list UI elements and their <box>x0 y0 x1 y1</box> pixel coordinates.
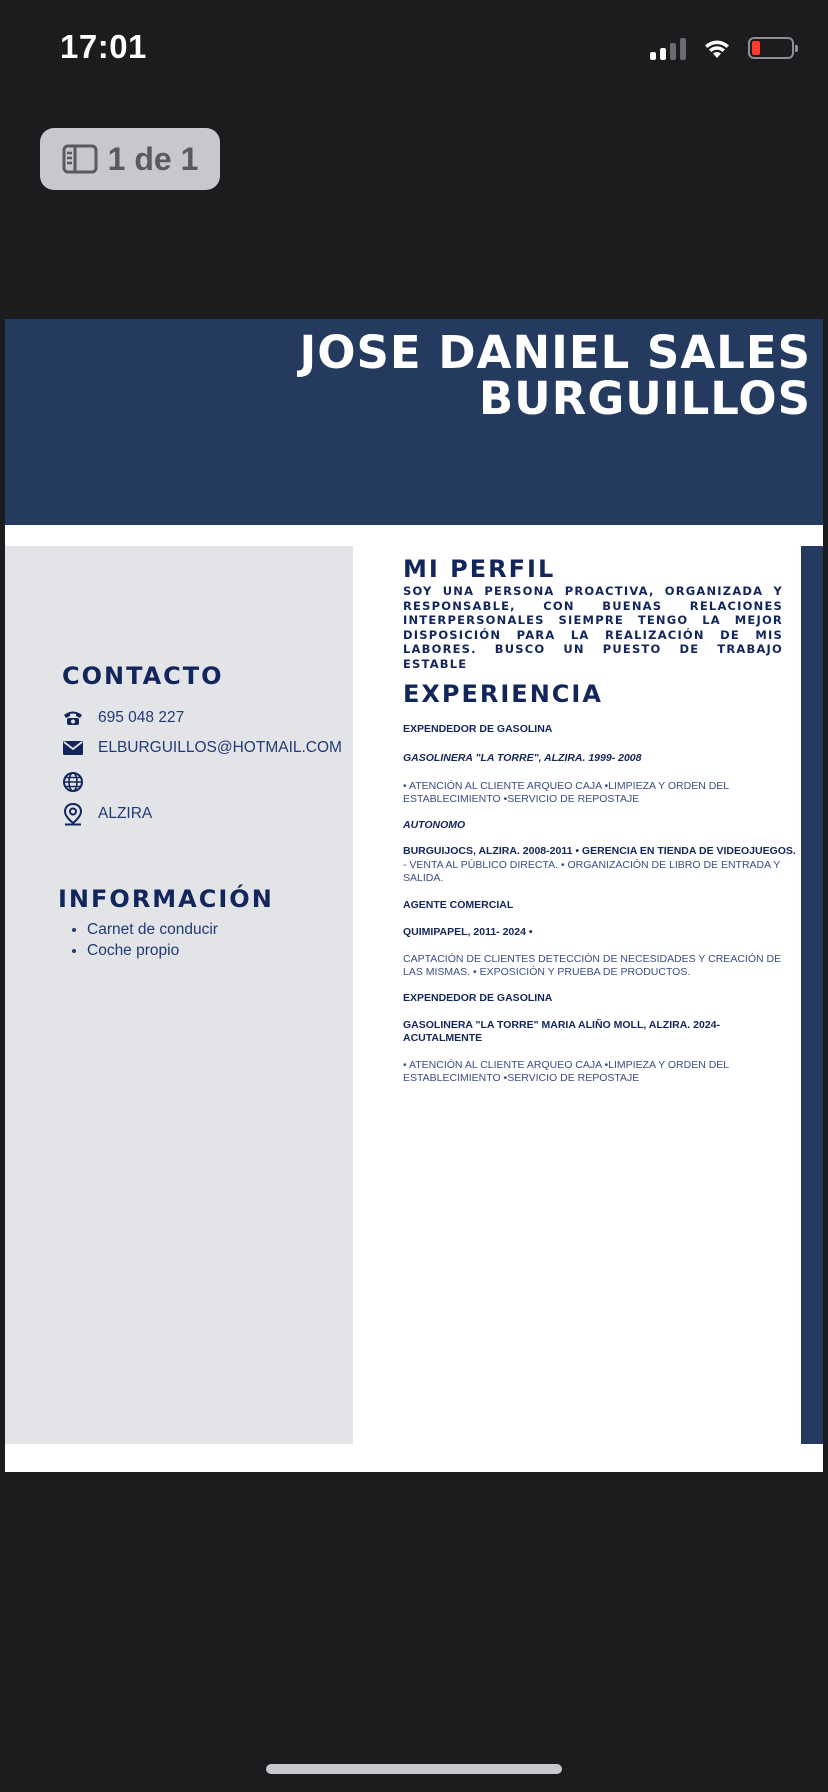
location-text: ALZIRA <box>98 805 153 822</box>
info-item: • Coche propio <box>87 940 218 961</box>
name-line-1: JOSE DANIEL SALES <box>299 326 811 379</box>
battery-icon <box>748 37 794 59</box>
contact-location <box>62 803 152 825</box>
contact-phone <box>62 707 184 729</box>
contact-email <box>62 737 342 759</box>
phone-icon <box>62 707 84 729</box>
mail-icon <box>62 737 84 759</box>
experience-heading: EXPERIENCIA <box>403 680 603 708</box>
experience-job-title: EXPENDEDOR DE GASOLINA <box>403 723 553 735</box>
experience-job-title: AUTONOMO <box>403 819 466 831</box>
experience-employer: GASOLINERA "LA TORRE" MARIA ALIÑO MOLL, ALZIRA. 2024- ACUTALMENTE <box>403 1019 720 1044</box>
status-time: 17:01 <box>60 28 147 65</box>
experience-job-title: EXPENDEDOR DE GASOLINA <box>403 992 553 1004</box>
contact-heading: CONTACTO <box>62 662 224 690</box>
status-icons <box>650 36 794 60</box>
phone-number: 695 048 227 <box>98 709 185 726</box>
experience-employer: GASOLINERA "LA TORRE", ALZIRA. 1999- 2008 <box>403 752 642 764</box>
document-page[interactable] <box>5 319 823 1472</box>
experience-employer: QUIMIPAPEL, 2011- 2024 • <box>403 926 533 938</box>
profile-heading: MI PERFIL <box>403 555 556 583</box>
sidebar-icon <box>62 144 98 174</box>
experience-description: CAPTACIÓN DE CLIENTES DETECCIÓN DE NECESIDADES Y CREACIÓN DE LAS MISMAS. • EXPOSICIÓN Y PRUEBA DE PRODUCTOS. <box>403 953 782 978</box>
resume-right-accent-bar <box>801 546 823 1444</box>
experience-employer: BURGUIJOCS, ALZIRA. 2008-2011 • GERENCIA EN TIENDA DE VIDEOJUEGOS. <box>403 845 796 857</box>
globe-icon <box>62 771 84 793</box>
cellular-signal-icon <box>650 36 686 60</box>
experience-description: • ATENCIÓN AL CLIENTE ARQUEO CAJA •LIMPIEZA Y ORDEN DEL ESTABLECIMIENTO •SERVICIO DE REPOSTAJE <box>403 780 729 805</box>
contact-website <box>62 771 98 793</box>
page-counter-label: 1 de 1 <box>107 140 199 177</box>
resume-name <box>211 326 811 425</box>
profile-text: SOY UNA PERSONA PROACTIVA, ORGANIZADA Y RESPONSABLE, CON BUENAS RELACIONES INTERPERSONALES SIEMPRE TENGO LA MEJOR DISPOSICIÓN PARA LA REALIZACIÓN DE MIS LABORES. BUSCO UN PUESTO DE TRABAJO ESTABLE <box>403 584 783 671</box>
name-line-2: BURGUILLOS <box>478 372 811 425</box>
location-pin-icon <box>62 803 84 825</box>
info-list <box>65 919 218 961</box>
experience-description: - VENTA AL PÚBLICO DIRECTA. • ORGANIZACIÓN DE LIBRO DE ENTRADA Y SALIDA. <box>403 859 781 884</box>
experience-job-title: AGENTE COMERCIAL <box>403 899 514 911</box>
battery-level <box>752 41 760 55</box>
experience-description: • ATENCIÓN AL CLIENTE ARQUEO CAJA •LIMPIEZA Y ORDEN DEL ESTABLECIMIENTO •SERVICIO DE REPOSTAJE <box>403 1059 729 1084</box>
info-item: • Carnet de conducir <box>87 919 218 940</box>
email-address: ELBURGUILLOS@HOTMAIL.COM <box>98 739 342 756</box>
info-heading: INFORMACIÓN <box>58 885 274 913</box>
wifi-icon <box>702 36 732 60</box>
home-indicator[interactable] <box>266 1764 562 1774</box>
page-counter-button[interactable] <box>40 128 220 190</box>
